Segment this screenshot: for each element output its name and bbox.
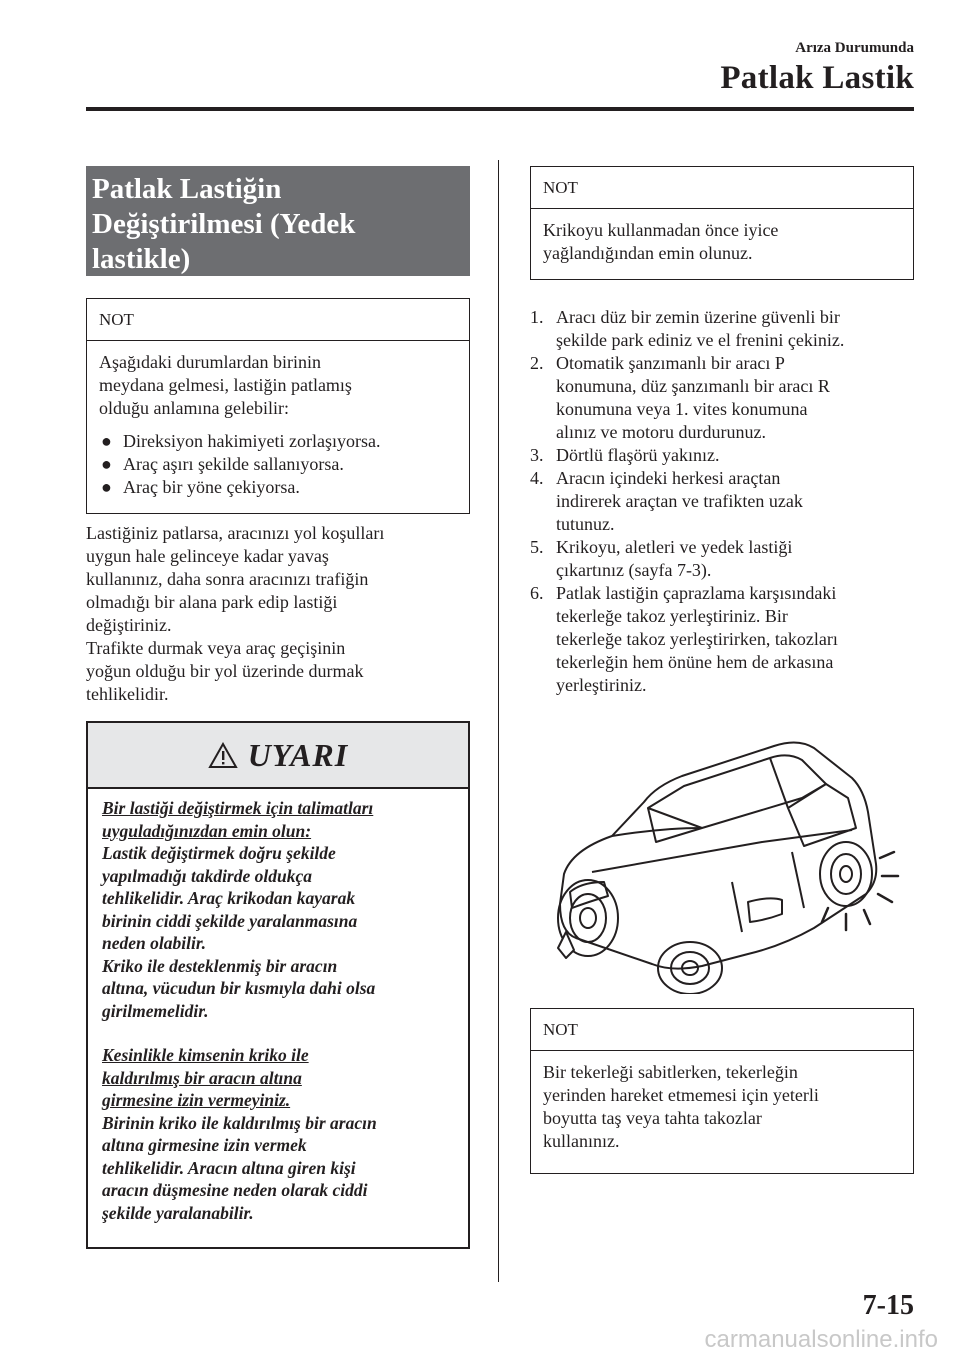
step-line: Krikoyu, aletleri ve yedek lastiği xyxy=(556,537,793,557)
step-line: şekilde park ediniz ve el frenini çekiniz. xyxy=(556,330,845,350)
step-line: Aracın içindeki herkesi araçtan xyxy=(556,468,781,488)
paragraph-line: tehlikelidir. xyxy=(86,684,169,704)
warning-line: yapılmadığı takdirde oldukça xyxy=(102,865,312,886)
paragraph-line: olmadığı bir alana park edip lastiği xyxy=(86,592,338,612)
paragraph-line: değiştiriniz. xyxy=(86,615,172,635)
warning-triangle-icon xyxy=(208,742,238,769)
bullet-dot-icon: ● xyxy=(101,431,112,451)
note-body xyxy=(531,209,913,273)
warning-line: altına, vücudun bir kısmıyla dahi olsa xyxy=(102,978,376,998)
warning-line: tehlikelidir. Araç krikodan kayarak xyxy=(102,888,356,908)
list-item xyxy=(530,582,920,697)
note-line: Aşağıdaki durumlardan birinin xyxy=(99,352,321,372)
warning-title: UYARI xyxy=(247,736,349,773)
section-title-line: lastikle) xyxy=(92,243,191,275)
warning-line: Kriko ile desteklenmiş bir aracın xyxy=(102,955,338,976)
step-line: yerleştiriniz. xyxy=(556,675,647,695)
list-item: ● Araç aşırı şekilde sallanıyorsa. xyxy=(101,454,344,474)
warning-line: şekilde yaralanabilir. xyxy=(102,1202,254,1223)
note-label: NOT xyxy=(531,1009,913,1051)
note-box-jack-lubrication xyxy=(530,166,914,280)
note-line: yağlandığından emin olunuz. xyxy=(543,243,753,263)
list-item xyxy=(530,352,920,444)
warning-header xyxy=(88,723,468,789)
page-number: 7-15 xyxy=(862,1290,914,1321)
step-line: tekerleğe takoz yerleştiriniz. Bir xyxy=(556,606,788,626)
note-line: kullanınız. xyxy=(543,1131,620,1151)
step-line: çıkartınız (sayfa 7-3). xyxy=(556,560,712,580)
step-line: tekerleğe takoz yerleştirirken, takozları xyxy=(556,629,838,649)
warning-line: aracın düşmesine neden olarak ciddi xyxy=(102,1180,368,1200)
note-line: meydana gelmesi, lastiğin patlamış xyxy=(99,375,352,395)
body-paragraph xyxy=(86,522,486,706)
note-body xyxy=(87,341,469,507)
step-number: 2. xyxy=(530,353,544,373)
list-item xyxy=(530,536,920,582)
warning-line: girilmemelidir. xyxy=(102,1000,209,1021)
list-item xyxy=(530,444,920,467)
list-item xyxy=(530,467,920,536)
bullet-dot-icon: ● xyxy=(101,477,112,497)
procedure-steps xyxy=(530,306,920,697)
header-rule xyxy=(86,107,914,111)
warning-box xyxy=(86,721,470,1249)
step-line: tekerleğin hem önüne hem de arkasına xyxy=(556,652,834,672)
note-line: boyutta taş veya tahta takozlar xyxy=(543,1108,762,1128)
symptom-list xyxy=(99,430,457,499)
warning-heading-line: Kesinlikle kimsenin kriko ile xyxy=(102,1045,309,1065)
list-item xyxy=(530,306,920,352)
column-divider xyxy=(498,160,499,1282)
warning-heading-line: kaldırılmış bir aracın altına xyxy=(102,1067,302,1088)
list-item: ● Direksiyon hakimiyeti zorlaşıyorsa. xyxy=(101,431,381,451)
warning-body xyxy=(88,789,468,1224)
step-line: alınız ve motoru durdurunuz. xyxy=(556,422,766,442)
note-label: NOT xyxy=(531,167,913,209)
note-line: Krikoyu kullanmadan önce iyice xyxy=(543,220,779,240)
warning-line: Lastik değiştirmek doğru şekilde xyxy=(102,843,336,863)
step-line: konumuna, düz şanzımanlı bir aracı R xyxy=(556,376,830,396)
step-line: Patlak lastiğin çaprazlama karşısındaki xyxy=(556,583,837,603)
warning-line: birinin ciddi şekilde yaralanmasına xyxy=(102,910,358,931)
warning-heading-line: Bir lastiği değiştirmek için talimatları xyxy=(102,798,374,818)
warning-heading-line: girmesine izin vermeyiniz. xyxy=(102,1090,291,1110)
warning-line: tehlikelidir. Aracın altına giren kişi xyxy=(102,1157,356,1178)
header-title: Patlak Lastik xyxy=(720,60,914,96)
note-line: olduğu anlamına gelebilir: xyxy=(99,398,289,418)
paragraph-line: yoğun olduğu bir yol üzerinde durmak xyxy=(86,661,364,681)
section-title-line: Patlak Lastiğin xyxy=(92,173,282,205)
warning-line: altına girmesine izin vermek xyxy=(102,1135,307,1155)
step-line: Otomatik şanzımanlı bir aracı P xyxy=(556,353,785,373)
section-title-line: Değiştirilmesi (Yedek xyxy=(92,208,356,240)
step-line: konumuna veya 1. vites konumuna xyxy=(556,399,808,419)
list-item: ● Araç bir yöne çekiyorsa. xyxy=(101,477,300,497)
car-wheel-chock-illustration xyxy=(552,732,912,994)
site-watermark: carmanualsonline.info xyxy=(704,1326,938,1353)
note-label: NOT xyxy=(87,299,469,341)
step-line: indirerek araçtan ve trafikten uzak xyxy=(556,491,803,511)
paragraph-line: uygun hale gelinceye kadar yavaş xyxy=(86,546,329,566)
bullet-dot-icon: ● xyxy=(101,454,112,474)
step-line: tutunuz. xyxy=(556,514,615,534)
note-box-symptoms xyxy=(86,298,470,514)
step-number: 5. xyxy=(530,537,544,557)
step-line: Dörtlü flaşörü yakınız. xyxy=(556,445,720,465)
step-line: Aracı düz bir zemin üzerine güvenli bir xyxy=(556,307,840,327)
warning-heading-line: uyguladığınızdan emin olun: xyxy=(102,820,312,841)
note-box-chock-size xyxy=(530,1008,914,1174)
step-number: 3. xyxy=(530,445,544,465)
note-line: Bir tekerleği sabitlerken, tekerleğin xyxy=(543,1062,798,1082)
step-number: 4. xyxy=(530,468,544,488)
section-title xyxy=(86,166,470,276)
note-line: yerinden hareket etmemesi için yeterli xyxy=(543,1085,819,1105)
note-body xyxy=(531,1051,913,1161)
paragraph-line: kullanınız, daha sonra aracınızı trafiğin xyxy=(86,569,369,589)
warning-line: neden olabilir. xyxy=(102,933,207,953)
warning-line: Birinin kriko ile kaldırılmış bir aracın xyxy=(102,1112,377,1133)
step-number: 6. xyxy=(530,583,544,603)
step-number: 1. xyxy=(530,307,544,327)
header-chapter: Arıza Durumunda xyxy=(795,40,914,56)
paragraph-line: Lastiğiniz patlarsa, aracınızı yol koşulları xyxy=(86,523,385,543)
paragraph-line: Trafikte durmak veya araç geçişinin xyxy=(86,638,346,658)
